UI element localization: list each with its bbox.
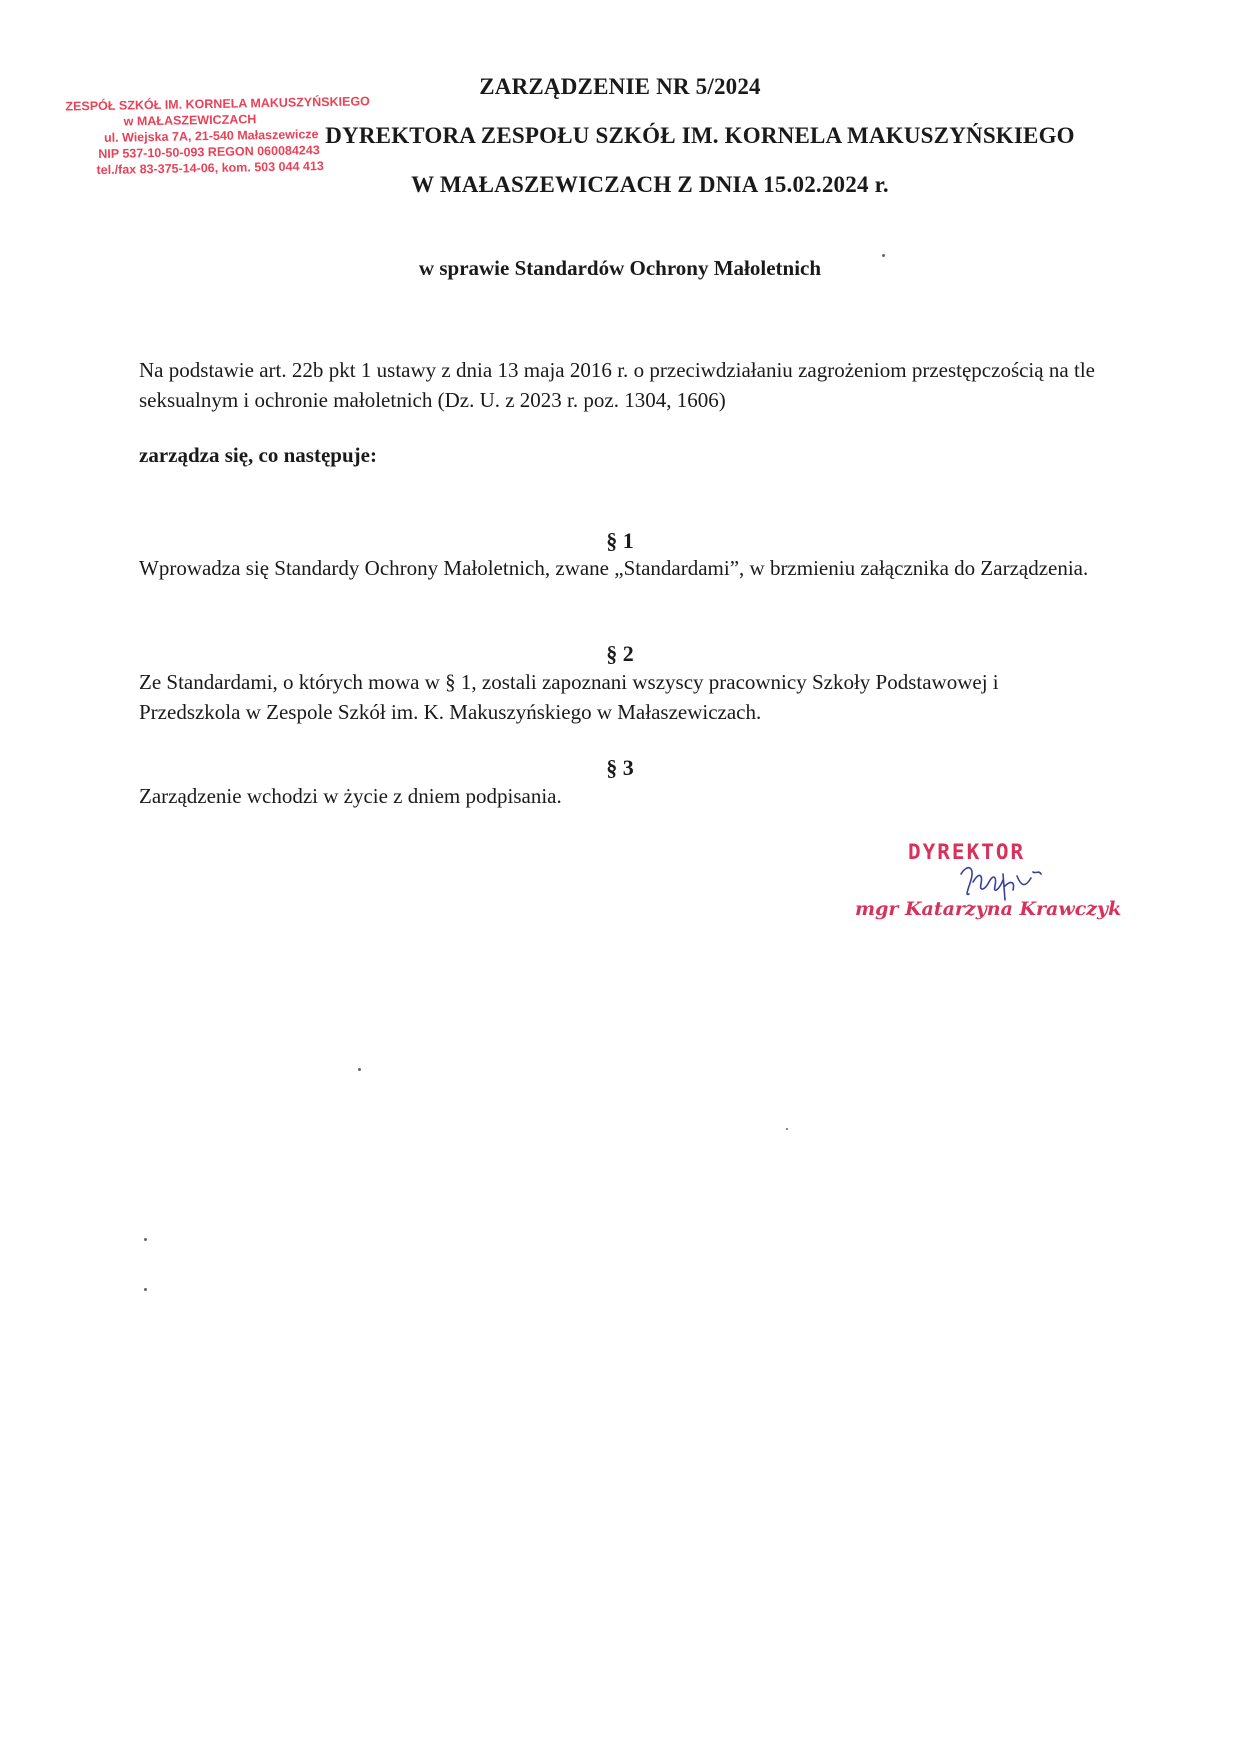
scan-speck xyxy=(358,1068,361,1071)
signature-title-stamp: DYREKTOR xyxy=(908,840,1026,864)
scan-speck xyxy=(882,254,885,257)
title-line-2: DYREKTORA ZESPOŁU SZKÓŁ IM. KORNELA MAKUSZYŃSKIEGO xyxy=(325,123,1075,148)
scan-speck xyxy=(786,1128,788,1130)
signature-name-stamp: mgr Katarzyna Krawczyk xyxy=(855,898,1122,920)
decree-intro: zarządza się, co następuje: xyxy=(139,443,377,467)
paragraph-1-heading: § 1 xyxy=(606,528,634,553)
title-line-1: ZARZĄDZENIE NR 5/2024 xyxy=(479,74,761,99)
paragraph-3-heading: § 3 xyxy=(606,755,634,780)
document-subject: w sprawie Standardów Ochrony Małoletnich xyxy=(418,256,822,280)
stamp-line-1: ZESPÓŁ SZKÓŁ IM. KORNELA MAKUSZYŃSKIEGO xyxy=(65,94,370,114)
stamp-line-2: w MAŁASZEWICZACH xyxy=(123,112,257,129)
paragraph-1-text: Wprowadza się Standardy Ochrony Małoletnich, zwane „Standardami”, w brzmieniu załącznika do Zarządzenia. xyxy=(139,556,1089,580)
stamp-line-5: tel./fax 83-375-14-06, kom. 503 044 413 xyxy=(96,159,324,178)
stamp-line-4: NIP 537-10-50-093 REGON 060084243 xyxy=(98,143,320,161)
legal-basis: Na podstawie art. 22b pkt 1 ustawy z dnia 13 maja 2016 r. o przeciwdziałaniu zagrożeniom przestępczością na tle seksualnym i ochronie małoletnich (Dz. U. z 2023 r. poz. 1304, 1606) xyxy=(139,358,1095,412)
paragraph-2-heading: § 2 xyxy=(606,641,634,666)
paragraph-3-text: Zarządzenie wchodzi w życie z dniem podpisania. xyxy=(139,784,562,808)
school-stamp xyxy=(61,93,370,178)
stamp-line-3: ul. Wiejska 7A, 21-540 Małaszewicze xyxy=(103,127,319,145)
scan-speck xyxy=(144,1288,147,1291)
scan-speck xyxy=(144,1238,147,1241)
paragraph-2-text: Ze Standardami, o których mowa w § 1, zostali zapoznani wszyscy pracownicy Szkoły Podstawowej i Przedszkola w Zespole Szkół im. K. Makuszyńskiego w Małaszewiczach. xyxy=(139,670,999,724)
title-line-3: W MAŁASZEWICZACH Z DNIA 15.02.2024 r. xyxy=(411,172,889,197)
